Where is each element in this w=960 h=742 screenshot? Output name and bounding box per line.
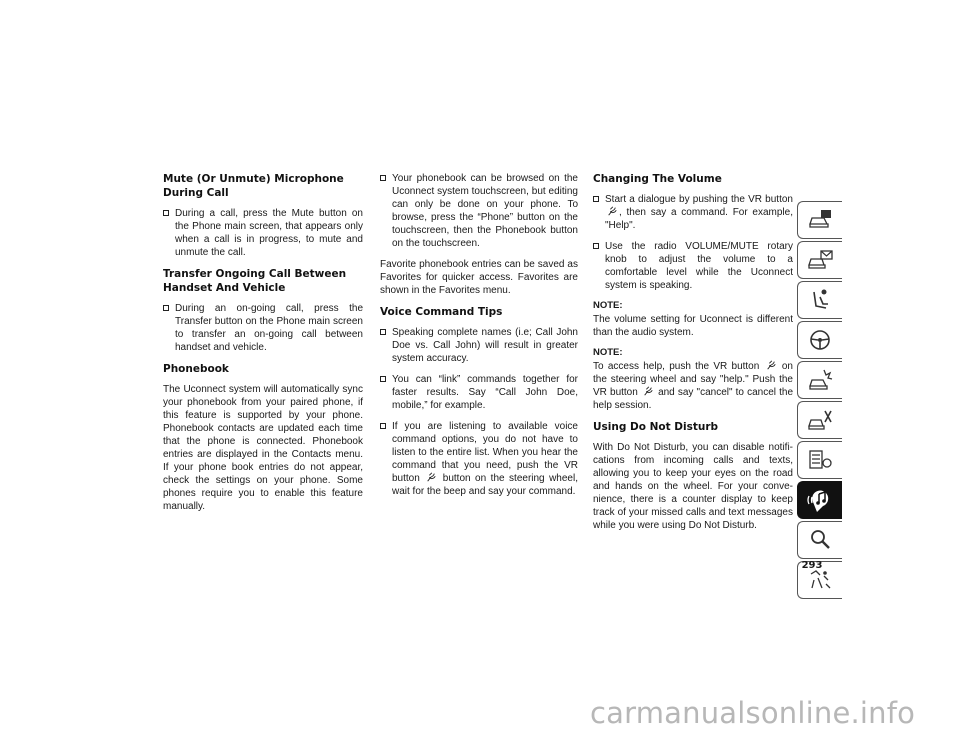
tab-car-tools[interactable]: [797, 401, 842, 439]
volume-bullet-text: Start a dialogue by pushing the VR button: [605, 194, 793, 205]
note-text: The volume setting for Uconnect is different than the audio system.: [593, 314, 793, 338]
note-help-part: To access help, push the VR button: [593, 361, 760, 372]
voice-tip-bullet: You can “link” commands together for faster results. Say “Call John Doe, mobile,” for example.: [380, 373, 578, 412]
magnifier-icon: [806, 526, 834, 554]
note-label: NOTE:: [593, 347, 623, 358]
note-help-text: [593, 360, 793, 412]
volume-bullet: [593, 193, 793, 232]
phonebook-paragraph: The Uconnect system will automatically sync your phonebook from your paired phone, if this feature is supported by your phone. Phonebook contacts are updated each time that the phone is connected. Phonebook entries are displayed in the Contacts menu. If your phone book entries do not appear, check the settings on your phone. Some phones require you to enable this feature manually.: [163, 384, 363, 512]
note-label: NOTE:: [593, 300, 623, 311]
mute-bullets: [163, 207, 363, 259]
transfer-bullets: [163, 302, 363, 354]
steering-wheel-icon: [806, 326, 834, 354]
voice-tip-bullet: [380, 420, 578, 498]
voice-tip-bullet: Speaking complete names (i.e; Call John Doe vs. Call John) will result in greater system accuracy.: [380, 326, 578, 365]
note-help-part: on the steering wheel and say "help." Push the VR button: [593, 361, 793, 398]
volume-heading: Changing The Volume: [593, 173, 722, 185]
multimedia-music-icon: [806, 486, 834, 514]
phonebook-heading: Phonebook: [163, 363, 229, 375]
transfer-bullet: During an on-going call, press the Transfer button on the Phone main screen to transfer an on-going call between handset and vehicle.: [163, 302, 363, 354]
dnd-paragraph: With Do Not Disturb, you can disable notifi-cations from incoming calls and texts, allowing you to keep your eyes on the road and hands on the wheel. For your conve-nience, there is a counter display to keep track of your missed calls and text messages while you were using Do Not Disturb.: [593, 442, 793, 531]
column-left: [163, 172, 363, 521]
tab-car-envelope[interactable]: [797, 241, 842, 279]
tab-dashboard-list[interactable]: [797, 441, 842, 479]
car-crash-icon: [806, 366, 834, 394]
voice-tips-bullets: [380, 326, 578, 498]
tab-multimedia[interactable]: [797, 481, 842, 519]
voice-tips-heading: Voice Command Tips: [380, 306, 503, 318]
car-info-icon: [806, 206, 834, 234]
tab-steering-wheel[interactable]: [797, 321, 842, 359]
tab-search[interactable]: [797, 521, 842, 559]
voice-tip-text: If you are listening to available voice command options, you do not have to listen to the entire list. When you hear the command that you need, push the VR button: [392, 421, 578, 484]
vr-button-icon: [643, 386, 653, 396]
note-help-part: and say "cancel" to cancel the help session.: [593, 387, 794, 411]
browse-bullets: [380, 172, 578, 250]
favorites-paragraph: Favorite phonebook entries can be saved as Favorites for quicker access. Favorites are shown in the Favorites menu.: [380, 259, 578, 296]
mute-heading: Mute (Or Unmute) Microphone During Call: [163, 173, 344, 199]
tab-car-info[interactable]: [797, 201, 842, 239]
chapter-tabs: [797, 201, 842, 601]
seat-person-icon: [806, 286, 834, 314]
column-right: [593, 172, 793, 540]
tab-car-crash[interactable]: [797, 361, 842, 399]
volume-bullets: [593, 193, 793, 292]
page-number: 293: [801, 560, 823, 571]
volume-bullet: Use the radio VOLUME/MUTE rotary knob to adjust the volume to a comfortable level while the Uconnect system is speaking.: [593, 240, 793, 292]
car-envelope-icon: [806, 246, 834, 274]
transfer-heading: Transfer Ongoing Call Between Handset And Vehicle: [163, 268, 347, 294]
dashboard-list-icon: [806, 446, 834, 474]
tab-seat-person[interactable]: [797, 281, 842, 319]
mute-bullet: During a call, press the Mute button on the Phone main screen, that appears only when a call is in progress, to mute and unmute the call.: [163, 207, 363, 259]
car-tools-icon: [806, 406, 834, 434]
vr-button-icon: [766, 360, 776, 370]
volume-bullet-text: , then say a command. For example, "Help".: [605, 207, 793, 231]
watermark: carmanualsonline.info: [590, 696, 916, 730]
column-middle: [380, 172, 578, 506]
vr-button-icon: [426, 472, 436, 482]
vr-button-icon: [607, 206, 617, 216]
dnd-heading: Using Do Not Disturb: [593, 421, 719, 433]
voice-tip-text: button on the steering wheel, wait for the beep and say your command.: [392, 473, 578, 497]
browse-bullet: Your phonebook can be browsed on the Uconnect system touchscreen, but editing can only be done on your phone. To browse, press the “Phone” button on the touchscreen, then the Phonebook button on the touchscreen.: [380, 172, 578, 250]
